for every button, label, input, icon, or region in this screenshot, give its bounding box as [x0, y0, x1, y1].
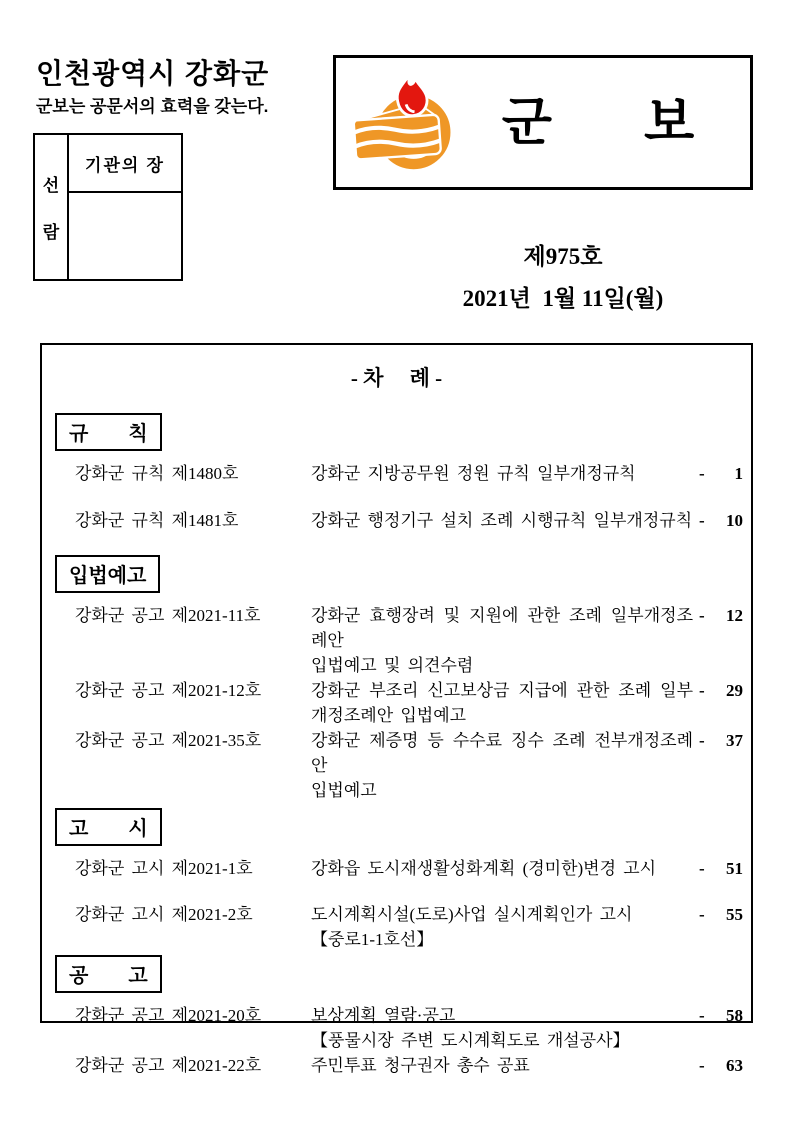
- section-header-notifications: 고 시: [55, 808, 162, 846]
- page-number: 37: [726, 731, 743, 750]
- page-dash: -: [699, 681, 705, 700]
- entry-number: 강화군 공고 제2021-35호: [75, 731, 262, 750]
- entry-page: [693, 461, 751, 486]
- toc-entry: [42, 902, 751, 952]
- county-emblem-icon: [352, 70, 464, 176]
- entry-title: 주민투표 청구권자 총수 공표: [311, 1056, 530, 1075]
- stamp-empty-cell: [69, 193, 181, 279]
- entry-page: [693, 902, 751, 927]
- entry-title-line2: 입법예고 및 의견수렴: [311, 656, 474, 675]
- org-title: 인천광역시 강화군: [36, 58, 270, 89]
- stamp-right-column: [69, 135, 181, 279]
- entry-title: 강화군 행정기구 설치 조례 시행규칙 일부개정규칙: [311, 511, 693, 530]
- toc-title: - 차 례 -: [350, 366, 443, 390]
- page-number: 55: [726, 905, 743, 924]
- entry-page: [693, 1003, 751, 1028]
- toc-entry: [42, 603, 751, 678]
- toc-entry: [42, 461, 751, 486]
- stamp-char-seon: 선: [42, 176, 60, 195]
- page-number: 12: [726, 606, 743, 625]
- masthead-char-gun: 군: [501, 93, 552, 152]
- entry-number: 강화군 규칙 제1481호: [75, 511, 239, 530]
- entry-title: 강화군 부조리 신고보상금 지급에 관한 조례 일부: [311, 681, 693, 700]
- entry-title: 강화군 지방공무원 정원 규칙 일부개정규칙: [311, 464, 636, 483]
- entry-title: 강화군 제증명 등 수수료 징수 조례 전부개정조례안: [311, 731, 693, 775]
- page-number: 29: [726, 681, 743, 700]
- toc-entry: [42, 1053, 751, 1078]
- entry-page: [693, 603, 751, 628]
- toc-entry: [42, 1003, 751, 1053]
- page-dash: -: [699, 905, 705, 924]
- toc-entry: [42, 508, 751, 533]
- entry-title: 강화읍 도시재생활성화계획 (경미한)변경 고시: [311, 859, 657, 878]
- page-dash: -: [699, 859, 705, 878]
- stamp-rowlabel-column: [35, 135, 69, 279]
- entry-number: 강화군 공고 제2021-11호: [75, 606, 261, 625]
- entry-title: 도시계획시설(도로)사업 실시계획인가 고시: [311, 905, 633, 924]
- entry-page: [693, 508, 751, 533]
- page-number: 1: [734, 464, 743, 483]
- masthead-box: [333, 55, 753, 190]
- toc-entry: [42, 678, 751, 728]
- page-dash: -: [699, 1056, 705, 1075]
- entry-page: [693, 678, 751, 703]
- page-dash: -: [699, 464, 705, 483]
- stamp-agency-head-cell: 기관의 장: [69, 135, 181, 193]
- page-dash: -: [699, 1006, 705, 1025]
- entry-number: 강화군 공고 제2021-22호: [75, 1056, 262, 1075]
- masthead-title: [464, 93, 750, 152]
- entry-title: 보상계획 열람·공고: [311, 1006, 456, 1025]
- entry-page: [693, 728, 751, 753]
- page-dash: -: [699, 606, 705, 625]
- entry-number: 강화군 공고 제2021-20호: [75, 1006, 262, 1025]
- motto-text: 군보는 공문서의 효력을 갖는다.: [36, 97, 269, 116]
- section-header-legislation-notice: 입법예고: [55, 555, 160, 593]
- entry-page: [693, 1053, 751, 1078]
- stamp-char-ram: 람: [42, 223, 60, 242]
- toc-entry: [42, 728, 751, 803]
- entry-page: [693, 856, 751, 881]
- entry-number: 강화군 고시 제2021-1호: [75, 859, 253, 878]
- entry-number: 강화군 고시 제2021-2호: [75, 905, 253, 924]
- entry-title: 강화군 효행장려 및 지원에 관한 조례 일부개정조례안: [311, 606, 693, 650]
- issue-number: 제975호: [523, 244, 603, 269]
- approval-stamp-table: [33, 133, 183, 281]
- entry-number: 강화군 규칙 제1480호: [75, 464, 239, 483]
- entry-title-line2: 【중로1-1호선】: [311, 930, 434, 949]
- section-header-rules: 규 칙: [55, 413, 162, 451]
- entry-title-line2: 【풍물시장 주변 도시계획도로 개설공사】: [311, 1031, 630, 1050]
- page-number: 51: [726, 859, 743, 878]
- issue-date: 2021년 1월 11일(월): [462, 286, 664, 311]
- entry-title-line2: 개정조례안 입법예고: [311, 706, 467, 725]
- page-number: 63: [726, 1056, 743, 1075]
- entry-title-line2: 입법예고: [311, 781, 377, 800]
- entry-number: 강화군 공고 제2021-12호: [75, 681, 262, 700]
- page-dash: -: [699, 511, 705, 530]
- toc-entry: [42, 856, 751, 881]
- page-number: 58: [726, 1006, 743, 1025]
- section-header-announcements: 공 고: [55, 955, 162, 993]
- page-dash: -: [699, 731, 705, 750]
- masthead-char-bo: 보: [644, 93, 695, 152]
- page-number: 10: [726, 511, 743, 530]
- table-of-contents-box: [40, 343, 753, 1075]
